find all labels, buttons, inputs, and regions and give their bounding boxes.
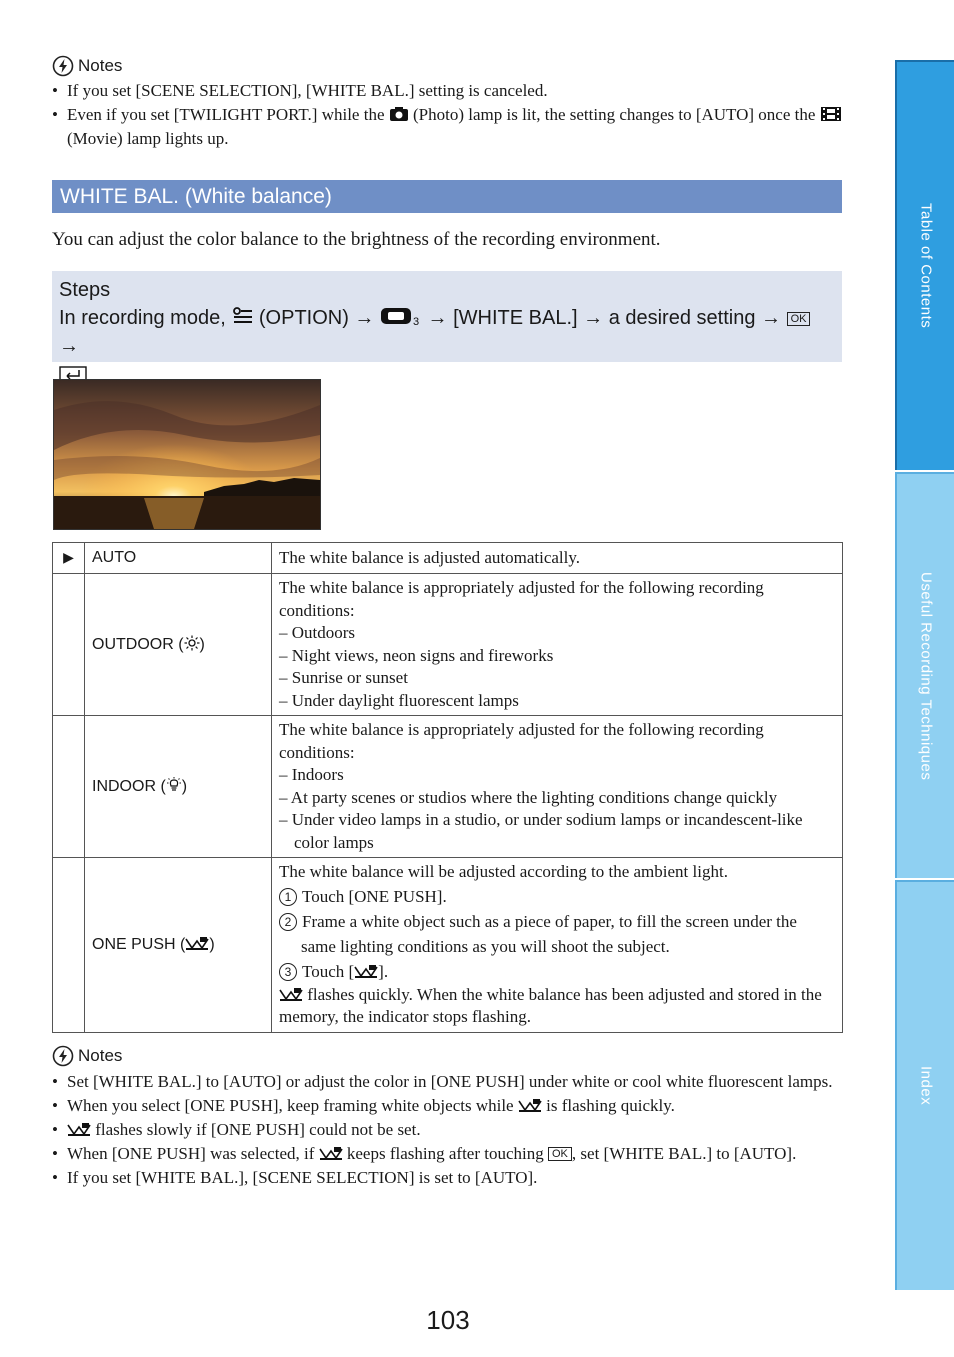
list-item: – Sunrise or sunset bbox=[279, 668, 408, 687]
default-marker: ▶ bbox=[53, 543, 85, 574]
one-push-tail: flashes quickly. When the white balance has been adjusted and stored in the memory, the indicator stops flashing. bbox=[279, 984, 822, 1026]
camera-icon bbox=[389, 106, 409, 122]
table-row bbox=[53, 858, 843, 1033]
intro-text: You can adjust the color balance to the brightness of the recording environment. bbox=[52, 229, 661, 250]
note-item: • Set [WHITE BAL.] to [AUTO] or adjust the color in [ONE PUSH] under white or cool white fluorescent lamps. bbox=[52, 1070, 842, 1094]
ok-icon: OK bbox=[787, 312, 811, 326]
notes-heading-top bbox=[52, 55, 122, 77]
section-title: WHITE BAL. (White balance) bbox=[52, 180, 842, 213]
sidebar-tab-index[interactable] bbox=[895, 880, 954, 1290]
notes-list-top bbox=[52, 79, 842, 151]
sidebar-tab-label: Table of Contents bbox=[917, 203, 935, 329]
sidebar-tab-label: Index bbox=[917, 1066, 935, 1106]
option-description: The white balance will be adjusted according to the ambient light. 1 Touch [ONE PUSH]. 2 Frame a white object such as a piece of paper, to fill the screen under the same lighting conditions as you will shoot the subject. 3 Touch [ ]. flashes quickly. When the white balance has been adjusted and stored in the memory, the indicator stops flashing. bbox=[272, 858, 843, 1033]
sun-icon bbox=[184, 635, 200, 651]
option-name: OUTDOOR ( ) bbox=[85, 574, 272, 716]
list-item: – Indoors bbox=[279, 765, 344, 784]
notes-list-bottom bbox=[52, 1070, 842, 1190]
svg-text:3: 3 bbox=[413, 316, 420, 326]
option-icon bbox=[231, 306, 253, 326]
sidebar-tab-label: Useful Recording Techniques bbox=[917, 571, 935, 781]
ok-icon: OK bbox=[548, 1147, 572, 1161]
note-icon bbox=[52, 1045, 74, 1067]
note-item: • When you select [ONE PUSH], keep framing white objects while is flashing quickly. bbox=[52, 1094, 842, 1118]
note-item: • If you set [SCENE SELECTION], [WHITE BAL.] setting is canceled. bbox=[52, 79, 842, 103]
one-push-icon bbox=[518, 1097, 542, 1113]
sidebar-tab-table-of-contents[interactable] bbox=[895, 60, 954, 470]
white-balance-table bbox=[52, 542, 843, 1033]
step-item: 3 Touch [ ]. bbox=[279, 959, 836, 984]
notes-heading-bottom bbox=[52, 1045, 122, 1067]
list-item: – Under daylight fluorescent lamps bbox=[279, 690, 519, 710]
list-item: – Under video lamps in a studio, or under sodium lamps or incandescent-like color lamps bbox=[279, 810, 803, 852]
steps-path: In recording mode, (OPTION) → 3 → [WHITE BAL.] → a desired setting → OK → bbox=[59, 304, 835, 360]
steps-box bbox=[52, 271, 842, 362]
list-item: – Outdoors bbox=[279, 623, 356, 642]
note-item: • Even if you set [TWILIGHT PORT.] while the (Photo) lamp is lit, the setting changes to [AUTO] once the (Movie) lamp lights up. bbox=[52, 103, 842, 151]
step-item: 1 Touch [ONE PUSH]. bbox=[279, 884, 836, 909]
steps-label: Steps bbox=[59, 279, 111, 301]
notes-heading-text: Notes bbox=[78, 56, 123, 75]
option-description: The white balance is appropriately adjusted for the following recording conditions: – Indoors – At party scenes or studios where the lighting conditions change quickly – Under video lamps in a studio, or under sodium lamps or incandescent-like color lamps bbox=[272, 716, 843, 858]
note-item: • flashes slowly if [ONE PUSH] could not be set. bbox=[52, 1118, 842, 1142]
page-number: 103 bbox=[426, 1305, 470, 1335]
film-icon bbox=[820, 106, 842, 122]
sunset-image bbox=[54, 380, 320, 529]
note-item: • If you set [WHITE BAL.], [SCENE SELECTION] is set to [AUTO]. bbox=[52, 1166, 842, 1190]
table-row bbox=[53, 574, 843, 716]
list-item: – At party scenes or studios where the lighting conditions change quickly bbox=[279, 787, 778, 807]
bulb-icon bbox=[166, 777, 182, 793]
table-row bbox=[53, 543, 843, 574]
one-push-icon bbox=[354, 963, 378, 979]
notes-heading-text: Notes bbox=[78, 1046, 123, 1065]
table-row bbox=[53, 716, 843, 858]
option-name: AUTO bbox=[85, 543, 272, 574]
note-item: • When [ONE PUSH] was selected, if keeps flashing after touching OK , set [WHITE BAL.] to [AUTO]. bbox=[52, 1142, 842, 1166]
sidebar-tab-useful-recording-techniques[interactable] bbox=[895, 472, 954, 878]
option-description: The white balance is appropriately adjusted for the following recording conditions: – Outdoors – Night views, neon signs and fireworks – Sunrise or sunset – Under daylight fluorescent lamps bbox=[272, 574, 843, 716]
camera-menu-icon bbox=[380, 306, 422, 326]
one-push-icon bbox=[185, 935, 209, 951]
option-name: INDOOR ( ) bbox=[85, 716, 272, 858]
one-push-icon bbox=[67, 1121, 91, 1137]
list-item: – Night views, neon signs and fireworks bbox=[279, 645, 554, 665]
note-icon bbox=[52, 55, 74, 77]
step-item: 2 Frame a white object such as a piece of paper, to fill the screen under the same lighting conditions as you will shoot the subject. bbox=[279, 909, 836, 959]
one-push-icon bbox=[319, 1145, 343, 1161]
option-name: ONE PUSH ( ) bbox=[85, 858, 272, 1033]
one-push-icon bbox=[279, 986, 303, 1002]
option-description: The white balance is adjusted automatically. bbox=[272, 543, 843, 574]
sunset-photo bbox=[53, 379, 321, 530]
